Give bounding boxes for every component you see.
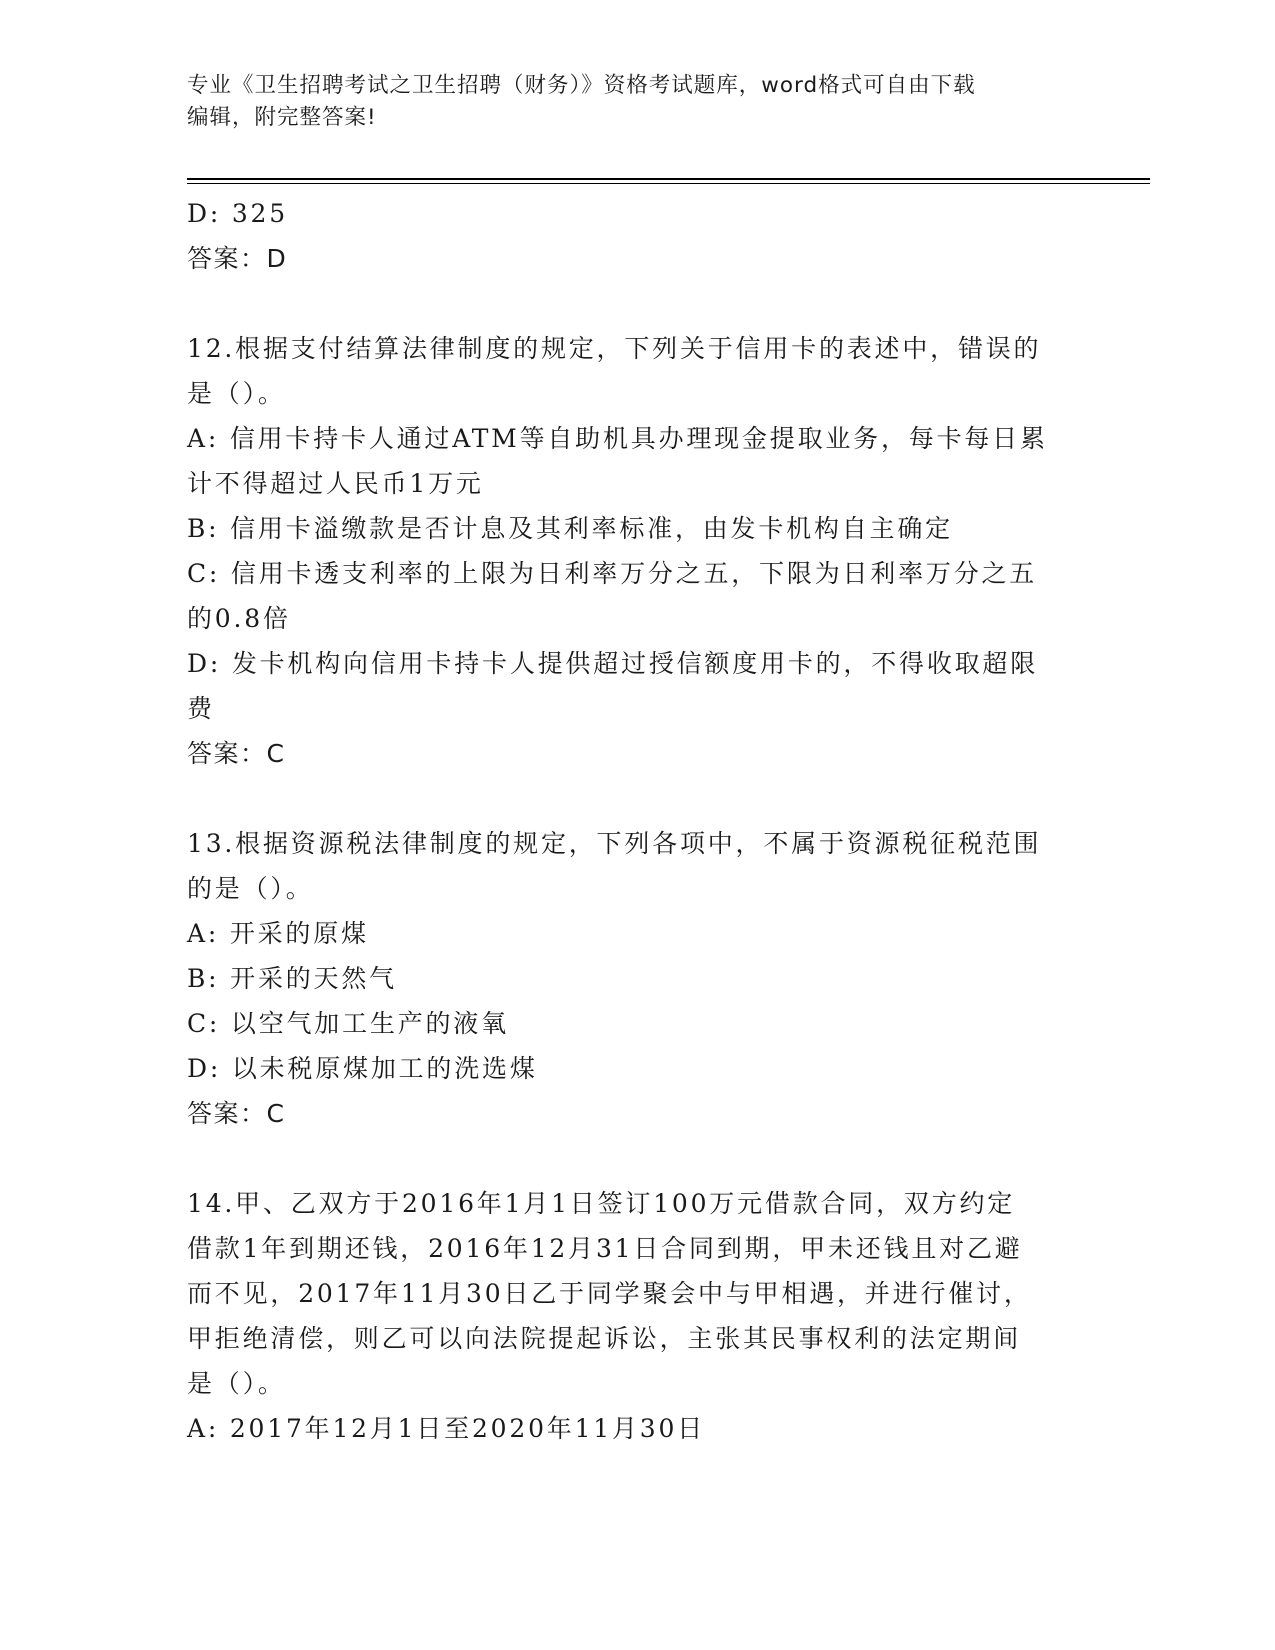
question-14-stem-line-5: 是（）。 bbox=[187, 1369, 286, 1398]
document-body bbox=[187, 191, 1067, 1451]
question-13-stem-line-2: 的是（）。 bbox=[187, 874, 314, 903]
question-14-stem-line-4: 甲拒绝清偿，则乙可以向法院提起诉讼，主张其民事权利的法定期间 bbox=[187, 1324, 1022, 1353]
question-12-answer: 答案：C bbox=[187, 739, 286, 768]
question-12-option-d-line-2: 费 bbox=[187, 694, 215, 723]
question-12-option-a-line-1: A: 信用卡持卡人通过ATM等自助机具办理现金提取业务，每卡每日累 bbox=[187, 424, 1048, 453]
question-12-stem-line-2: 是（）。 bbox=[187, 379, 286, 408]
question-13-option-c: C: 以空气加工生产的液氧 bbox=[187, 1009, 509, 1038]
header-divider-thick bbox=[187, 178, 1150, 180]
question-14 bbox=[187, 1181, 1067, 1451]
question-12-option-c-line-2: 的0.8倍 bbox=[187, 604, 291, 633]
question-12-option-b: B: 信用卡溢缴款是否计息及其利率标准，由发卡机构自主确定 bbox=[187, 514, 953, 543]
question-13-answer: 答案：C bbox=[187, 1099, 286, 1128]
question-12-option-c-line-1: C: 信用卡透支利率的上限为日利率万分之五，下限为日利率万分之五 bbox=[187, 559, 1038, 588]
question-13-option-b: B: 开采的天然气 bbox=[187, 964, 397, 993]
question-12 bbox=[187, 326, 1067, 776]
prev-answer: 答案：D bbox=[187, 244, 288, 273]
page-header bbox=[187, 70, 1087, 134]
spacer bbox=[187, 776, 1067, 821]
prev-option-d: D: 325 bbox=[187, 199, 288, 228]
question-12-option-a-line-2: 计不得超过人民币1万元 bbox=[187, 469, 484, 498]
question-14-stem-line-3: 而不见，2017年11月30日乙于同学聚会中与甲相遇，并进行催讨， bbox=[187, 1279, 1032, 1308]
question-12-option-d-line-1: D: 发卡机构向信用卡持卡人提供超过授信额度用卡的，不得收取超限 bbox=[187, 649, 1039, 678]
spacer bbox=[187, 281, 1067, 326]
spacer bbox=[187, 1136, 1067, 1181]
question-13 bbox=[187, 821, 1067, 1136]
question-13-option-d: D: 以未税原煤加工的洗选煤 bbox=[187, 1054, 538, 1083]
question-13-stem-line-1: 13.根据资源税法律制度的规定，下列各项中，不属于资源税征税范围 bbox=[187, 829, 1042, 858]
question-14-stem-line-1: 14.甲、乙双方于2016年1月1日签订100万元借款合同，双方约定 bbox=[187, 1189, 1016, 1218]
header-line-2: 编辑，附完整答案! bbox=[187, 105, 377, 130]
question-13-option-a: A: 开采的原煤 bbox=[187, 919, 369, 948]
question-14-option-a: A: 2017年12月1日至2020年11月30日 bbox=[187, 1414, 706, 1443]
question-12-stem-line-1: 12.根据支付结算法律制度的规定，下列关于信用卡的表述中，错误的 bbox=[187, 334, 1042, 363]
header-divider-thin bbox=[187, 183, 1150, 184]
question-14-stem-line-2: 借款1年到期还钱，2016年12月31日合同到期，甲未还钱且对乙避 bbox=[187, 1234, 1023, 1263]
header-line-1: 专业《卫生招聘考试之卫生招聘（财务）》资格考试题库，word格式可自由下载 bbox=[187, 73, 976, 98]
